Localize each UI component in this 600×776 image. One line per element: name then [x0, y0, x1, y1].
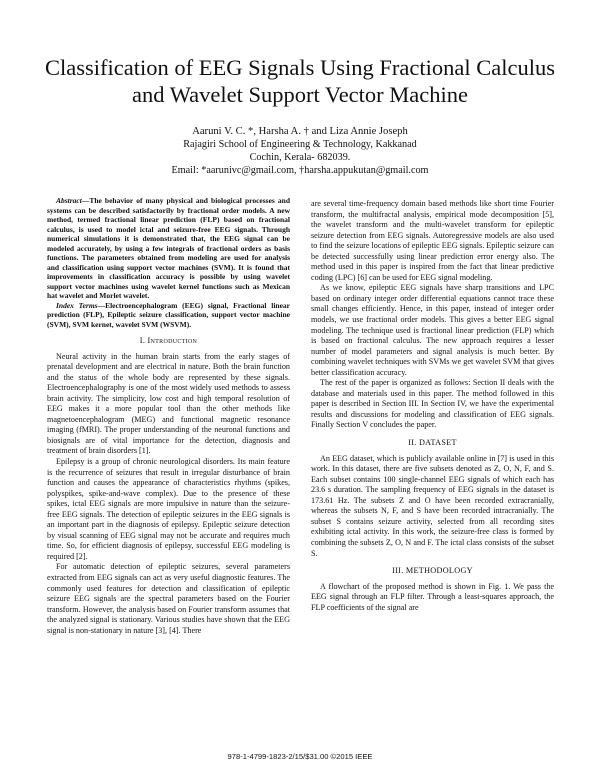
paper-title: Classification of EEG Signals Using Fractional Calculus and Wavelet Support Vector Machine — [45, 55, 555, 107]
abstract-label: Abstract — [56, 196, 82, 205]
methodology-paragraph: A flowchart of the proposed method is shown in Fig. 1. We pass the EEG signal through an FLP filter. Through a least-squares approach, the FLP coefficients of the signal are — [311, 581, 554, 612]
copyright-footer: 978-1-4799-1823-2/15/$31.00 ©2015 IEEE — [227, 752, 373, 761]
index-terms-label: Index Terms — [56, 300, 98, 310]
right-column — [311, 199, 554, 613]
intro-paragraph-4: As we know, epileptic EEG signals have sharp transitions and LPC based on ordinary integer order differential equations cannot trace these small changes efficiently. Hence, in this paper, instead of integer order models, we use fractional order models. This gives a better EEG signal modeling. The technique used is fractional linear prediction (FLP) which is based on fractional calculus. The new approach requires a lesser number of model parameters and signal analysis is much better. By combining wavelet techniques with SVMs we get wavelet SVM that gives better classification accuracy. — [311, 283, 554, 377]
intro-paragraph-3: For automatic detection of epileptic seizures, several parameters extracted from EEG signals can act as very useful diagnostic features. The commonly used features for detection and classification of epileptic seizure EEG signals are the spectral parameters based on the Fourier transform. However, the analysis based on Fourier transform assumes that the analyzed signal is stationary. Various studies have shown that the EEG signal is non-stationary in nature [3], [4]. There — [47, 562, 290, 635]
intro-paragraph-1: Neural activity in the human brain starts from the early stages of prenatal development and are electrical in nature. Both the brain function and the status of the whole body are represented by these signals. Electroencephalography is one of the most widely used methods to assess brain activity. The simplicity, low cost and high temporal resolution of EEG makes it a more popular tool than the other methods like magnetoencephalogram (MEG) and functional magnetic resonance imaging (fMRI). The proper understanding of the neuronal functions and biosignals are of vital importance for the detection, diagnosis and treatment of brain disorders [1]. — [47, 351, 290, 456]
index-terms — [47, 301, 290, 330]
section-heading-methodology: III. METHODOLOGY — [392, 566, 473, 576]
intro-paragraph-2: Epilepsy is a group of chronic neurological disorders. Its main feature is the recurrence of seizures that result in irregular disturbance of brain function and causes the appearance of characteristics rhythms (spikes, polyspikes, spike-and-wave complex). Due to the presence of these spikes, ictal EEG signals are more impulsive in nature than the seizure-free EEG signals. The detection of epileptic seizures in the EEG signals is an important part in the diagnosis of epilepsy. Epileptic seizure detection by visual scanning of EEG signal may not be accurate and requires much time. So, for efficient diagnosis of epilepsy, successful EEG modeling is required [2]. — [47, 457, 290, 561]
abstract — [47, 196, 290, 301]
author-affiliation: Rajagiri School of Engineering & Technology, Kakkanad — [183, 139, 417, 150]
author-email: Email: *aarunivc@gmail.com, †harsha.appukutan@gmail.com — [171, 165, 429, 176]
abstract-text: —The behavior of many physical and biological processes and systems can be described satisfactorily by fractional order models. A new method, termed fractional linear prediction (FLP) based on fractional calculus, is used to model ictal and seizure-free EEG signals. Through numerical simulations it is demonstrated that, the EEG signal can be modeled accurately, by using a few integrals of fractional orders as basis functions. The parameters obtained from modeling are used for analysis and classification using support vector machines (SVM). It is found that improvements in classification accuracy is possible by using wavelet support vector machines using wavelet kernel functions such as Mexican hat wavelet and Morlet wavelet. — [47, 196, 290, 300]
author-names: Aaruni V. C. *, Harsha A. † and Liza Annie Joseph — [192, 126, 408, 137]
author-location: Cochin, Kerala- 682039. — [249, 152, 351, 163]
dataset-paragraph: An EEG dataset, which is publicly available online in [7] is used in this work. In this dataset, there are five subsets denoted as Z, O, N, F, and S. Each subset contains 100 single-channel EEG signals of which each has 23.6 s duration. The sampling frequency of EEG signals in the dataset is 173.61 Hz. The subsets Z and O have been recorded extracranially, whereas the subsets N, F, and S have been recorded intracranially. The subset S contains seizure activity, selected from all recording sites exhibiting ictal activity. In this work, the seizure-free class is formed by combining the subsets Z, O, N and F. The ictal class consists of the subset S. — [311, 453, 554, 558]
intro-paragraph-5: The rest of the paper is organized as follows: Section II deals with the database and materials used in this paper. The method followed in this paper is described in Section III. In Section IV, we have the experimental results and discussions for modeling and classification of EEG signals. Finally Section V concludes the paper. — [311, 378, 554, 430]
left-column — [47, 196, 290, 636]
intro-paragraph-3-cont: are several time-frequency domain based methods like short time Fourier transform, the multifractal analysis, empirical mode decomposition [5], the wavelet transform and the multi-wavelet transform for epileptic seizure detection from EEG signals. Autoregressive models are also used to find the seizure locations of epileptic EEG signals. Epileptic seizure can be detected successfully using linear prediction error energy also. The method used in this paper is inspired from the fact that linear predictive coding (LPC) [6] can be used for EEG signal modeling. — [311, 199, 554, 282]
section-heading-dataset: II. DATASET — [408, 438, 457, 448]
author-block — [60, 125, 540, 177]
section-heading-introduction: I. Introduction — [139, 336, 198, 345]
index-terms-text: —Electroencephalogram (EEG) signal, Fractional linear prediction (FLP), Epileptic seizure classification, support vector machine (SVM), SVM kernet, wavelet SVM (WSVM). — [47, 300, 290, 329]
